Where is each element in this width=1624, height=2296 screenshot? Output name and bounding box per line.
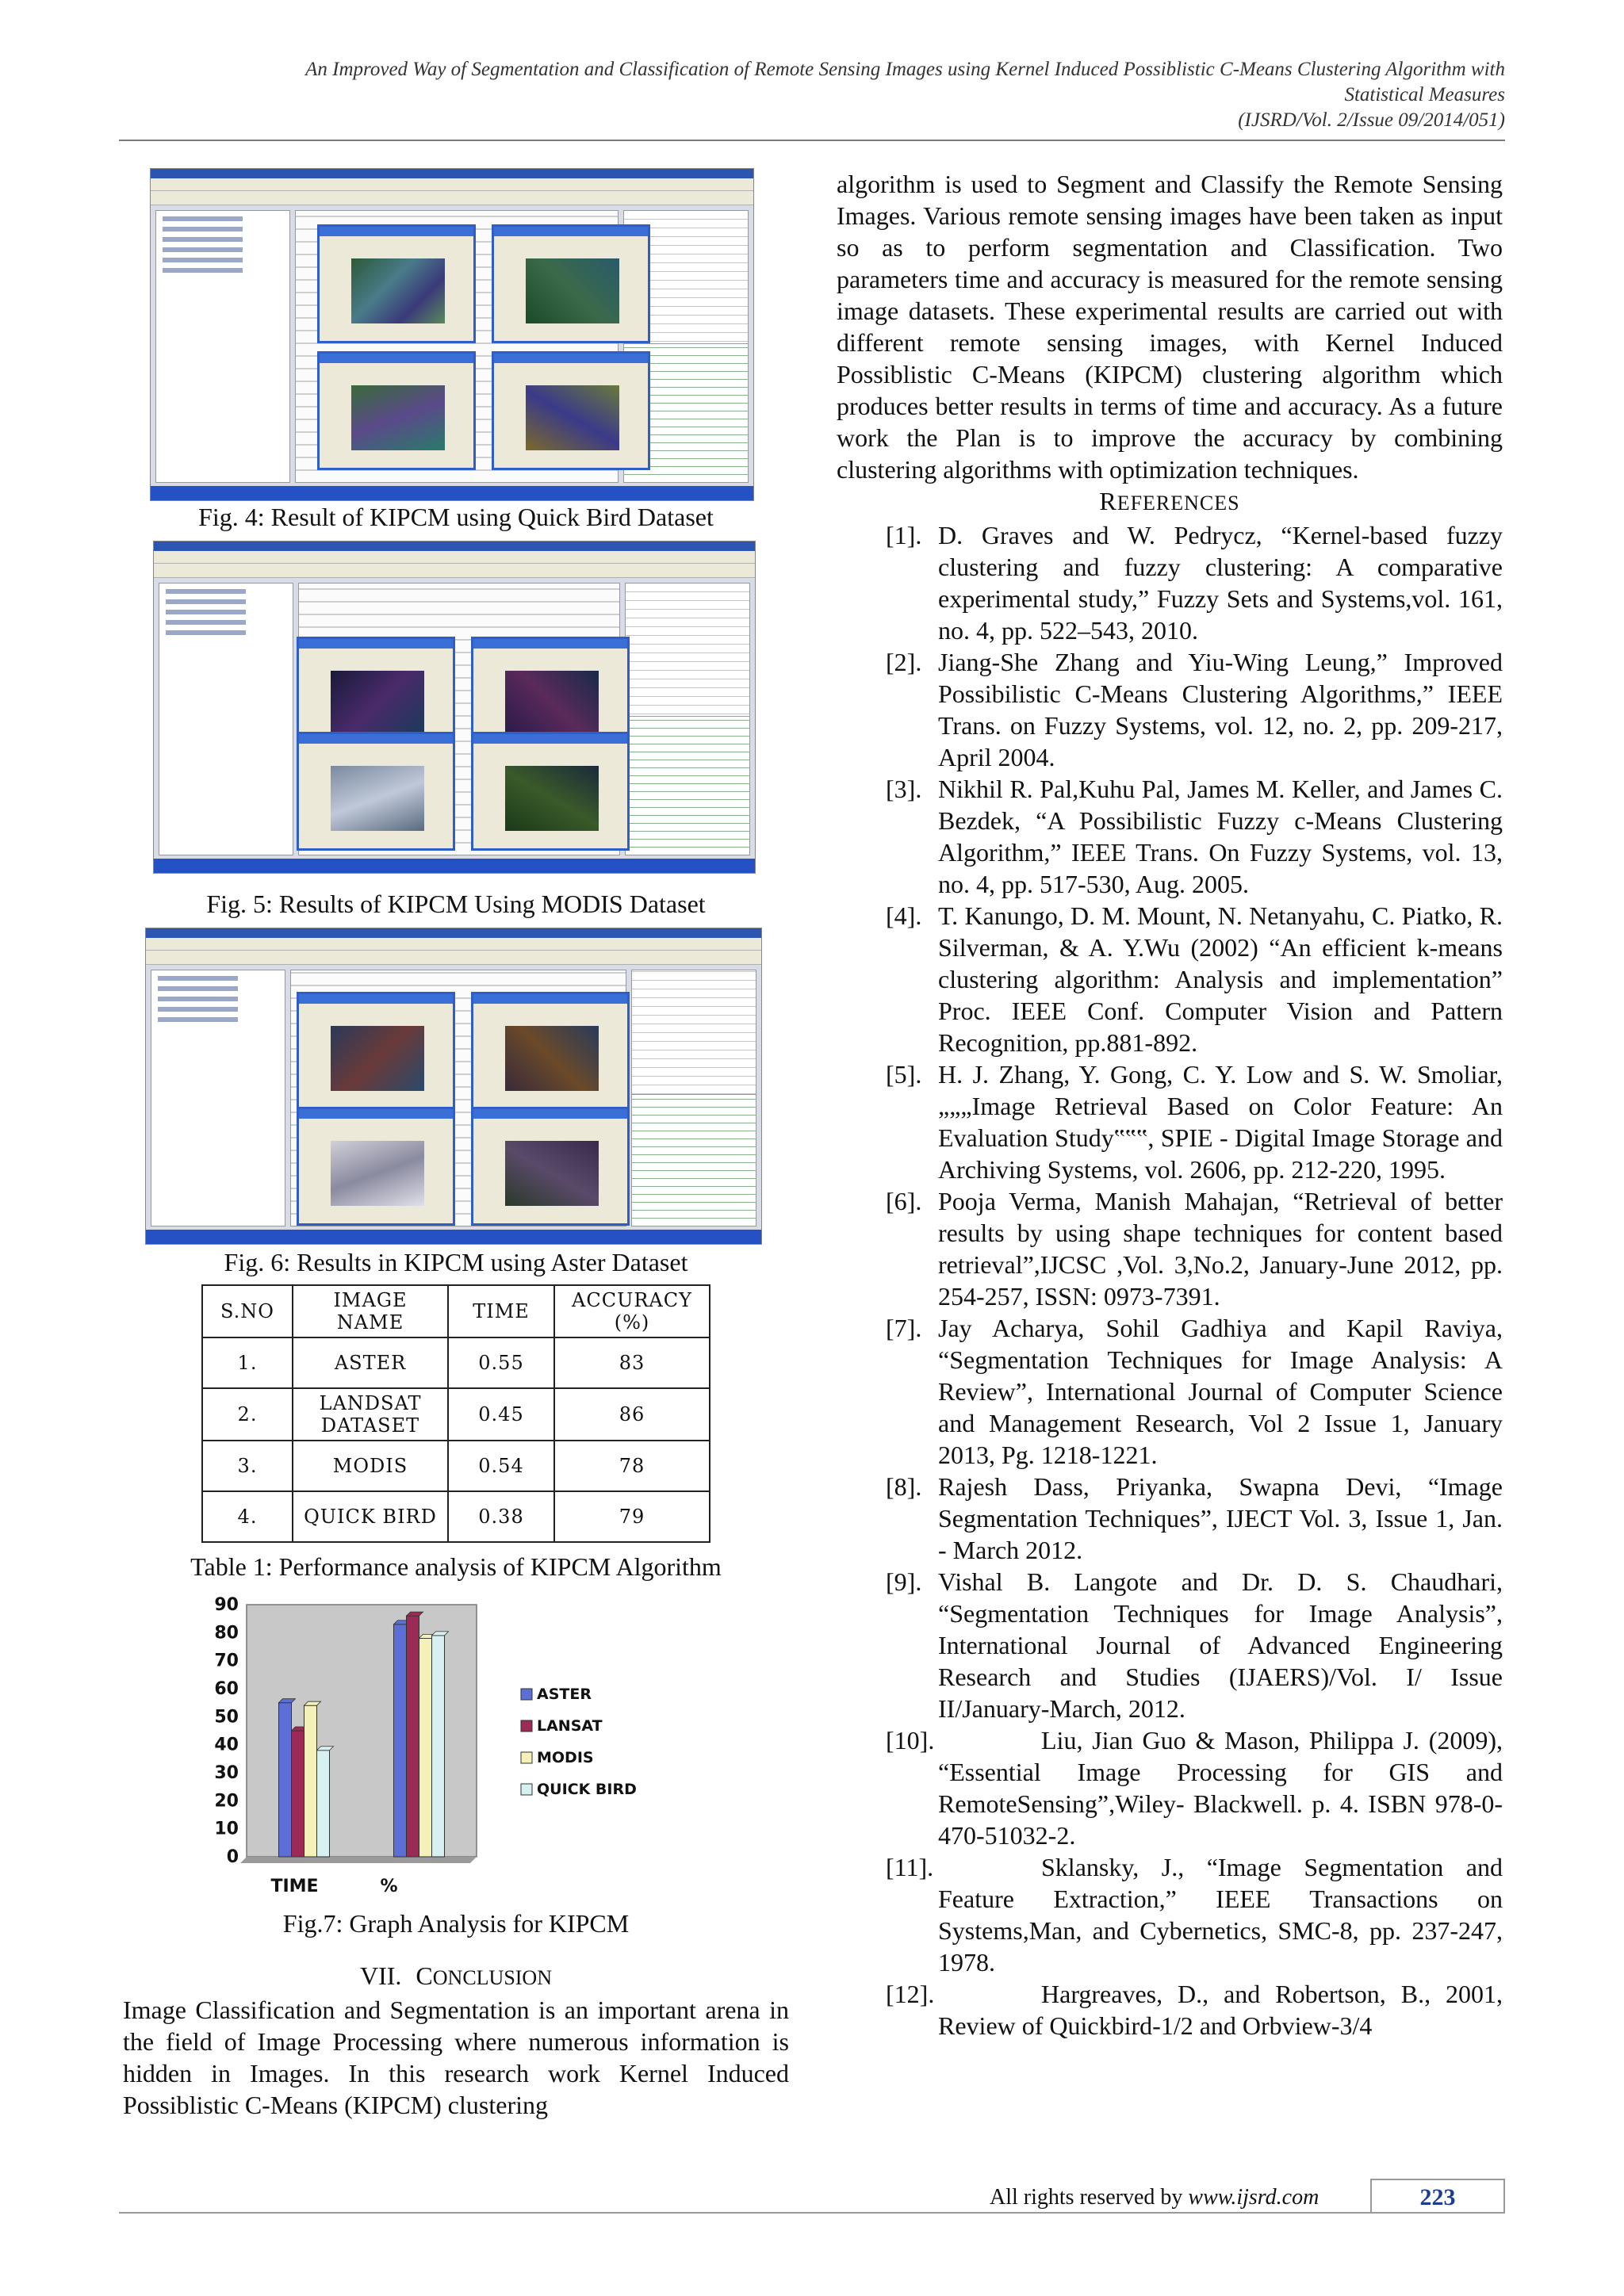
legend-swatch — [521, 1720, 532, 1732]
table-1-caption: Table 1: Performance analysis of KIPCM Algorithm — [190, 1552, 722, 1581]
table-cell: 0.54 — [448, 1441, 554, 1491]
table-cell: 0.38 — [448, 1491, 554, 1542]
conclusion-text-right: algorithm is used to Segment and Classify the Remote Sensing Images. Various remote sensing images have been taken as input so as to perform segmentation and Classification. Two parameters time and accuracy is measured for the remote sensing image datasets. These experimental results are carried out with different remote sensing images, with Kernel Induced Possiblistic C-Means (KIPCM) clustering algorithm which produces better results in terms of time and accuracy. As a future work the Plan is to improve the accuracy by combining clustering algorithms with optimization techniques. — [837, 170, 1503, 484]
header-rule — [119, 140, 1505, 141]
table-cell: 83 — [554, 1337, 710, 1388]
bar-aster — [279, 1703, 292, 1857]
reference-item — [837, 1724, 1503, 1851]
legend-swatch — [521, 1784, 532, 1795]
footer-rights — [990, 2185, 1319, 2210]
reference-item — [837, 1058, 1503, 1185]
reference-item — [837, 900, 1503, 1058]
reference-number: [11]. — [886, 1853, 934, 1881]
plot-floor — [240, 1857, 477, 1863]
y-tick-label: 40 — [214, 1735, 239, 1755]
reference-item — [837, 1566, 1503, 1724]
table-cell: 2. — [202, 1388, 293, 1441]
table-cell: LANDSAT DATASET — [293, 1388, 448, 1441]
table-cell: 4. — [202, 1491, 293, 1542]
references-rest: EFERENCES — [1116, 492, 1240, 515]
reference-number: [4]. — [886, 901, 922, 930]
y-tick-label: 0 — [226, 1847, 239, 1867]
x-tick-label: % — [380, 1877, 398, 1896]
table-cell: 0.55 — [448, 1337, 554, 1388]
table-row — [202, 1441, 710, 1491]
reference-number: [3]. — [886, 775, 922, 803]
reference-text: D. Graves and W. Pedrycz, “Kernel-based fuzzy clustering and fuzzy clustering: A comparative experimental study,” Fuzzy Sets and Systems,vol. 161, no. 4, pp. 522–543, 2010. — [938, 521, 1503, 645]
reference-number: [1]. — [886, 521, 922, 549]
y-tick-label: 60 — [214, 1679, 239, 1699]
reference-text: Jiang-She Zhang and Yiu-Wing Leung,” Improved Possibilistic C-Means Clustering Algorithms,” IEEE Trans. on Fuzzy Systems, vol. 12, no. 2, pp. 209-217, April 2004. — [938, 648, 1503, 771]
reference-item — [837, 1312, 1503, 1471]
reference-text: T. Kanungo, D. M. Mount, N. Netanyahu, C. Piatko, R. Silverman, & A. Y.Wu (2002) “An efficient k-means clustering algorithm: Analysis and implementation” Proc. IEEE Conf. Computer Vision and Pattern Recognition, pp.881-892. — [938, 901, 1503, 1057]
table-cell: 86 — [554, 1388, 710, 1441]
figure-4-caption: Fig. 4: Result of KIPCM using Quick Bird Dataset — [198, 503, 714, 531]
reference-number: [8]. — [886, 1472, 922, 1501]
header-title-line1: An Improved Way of Segmentation and Classification of Remote Sensing Images using Kernel Induced Possiblistic C-Means Clustering Algorithm with — [305, 59, 1505, 80]
table-cell: QUICK BIRD — [293, 1491, 448, 1542]
reference-number: [2]. — [886, 648, 922, 676]
y-tick-label: 70 — [214, 1651, 239, 1671]
figure-6-caption: Fig. 6: Results in KIPCM using Aster Dataset — [224, 1248, 688, 1276]
legend-swatch — [521, 1689, 532, 1700]
footer-rule — [119, 2212, 1505, 2214]
page-number: 223 — [1370, 2179, 1505, 2214]
figure-7-caption: Fig.7: Graph Analysis for KIPCM — [282, 1909, 630, 1938]
bar-quick-bird — [317, 1751, 330, 1857]
table-cell: 0.45 — [448, 1388, 554, 1441]
table-cell: MODIS — [293, 1441, 448, 1491]
y-tick-label: 50 — [214, 1707, 239, 1728]
y-tick-label: 10 — [214, 1819, 239, 1839]
reference-text: Pooja Verma, Manish Mahajan, “Retrieval of better results by using shape techniques for content based retrieval”,IJCSC ,Vol. 3,No.2, January-June 2012, pp. 254-257, ISSN: 0973-7391. — [938, 1187, 1503, 1311]
conclusion-rest: ONCLUSION — [432, 1966, 552, 1989]
figure-6-screenshot — [145, 928, 762, 1245]
references-heading — [837, 485, 1503, 519]
bar-modis — [419, 1638, 432, 1857]
running-header — [127, 57, 1505, 133]
reference-number: [5]. — [886, 1060, 922, 1089]
reference-number: [6]. — [886, 1187, 922, 1215]
header-title-line2: Statistical Measures — [1344, 84, 1505, 105]
reference-item — [837, 1185, 1503, 1312]
figure-7-chart — [194, 1595, 718, 1904]
legend-label: ASTER — [537, 1686, 592, 1703]
table-cell: 3. — [202, 1441, 293, 1491]
reference-text: Vishal B. Langote and Dr. D. S. Chaudhari, “Segmentation Techniques for Image Analysis”, International Journal of Advanced Engineering Research and Studies (IJAERS)/Vol. I/ Issue II/January-March, 2012. — [938, 1567, 1503, 1723]
table-row — [202, 1491, 710, 1542]
figure-5-screenshot — [153, 541, 756, 874]
reference-item — [837, 1978, 1503, 2042]
table-header-cell: S.NO — [202, 1285, 293, 1337]
reference-number: [7]. — [886, 1314, 922, 1342]
page-footer — [990, 2179, 1505, 2214]
table-cell: ASTER — [293, 1337, 448, 1388]
table-row — [202, 1337, 710, 1388]
reference-item — [837, 773, 1503, 900]
reference-item — [837, 1851, 1503, 1978]
footer-site-link[interactable]: www.ijsrd.com — [1188, 2185, 1320, 2210]
y-tick-label: 20 — [214, 1791, 239, 1812]
reference-text: Jay Acharya, Sohil Gadhiya and Kapil Raviya, “Segmentation Techniques for Image Analysis: A Review”, International Journal of Computer Science and Management Research, Vol 2 Issue 1, January 2013, Pg. 1218-1221. — [938, 1314, 1503, 1469]
figure-4-screenshot — [150, 168, 754, 501]
legend-label: QUICK BIRD — [537, 1781, 637, 1798]
legend-label: MODIS — [537, 1749, 594, 1766]
reference-number: [12]. — [886, 1980, 935, 2008]
conclusion-first-letter: C — [416, 1961, 433, 1990]
reference-number: [10]. — [886, 1726, 935, 1755]
conclusion-text-left: Image Classification and Segmentation is an important arena in the field of Image Processing where numerous information is hidden in Images. In this research work Kernel Induced Possiblistic C-Means (KIPCM) clustering — [123, 1996, 789, 2119]
performance-table — [201, 1284, 710, 1543]
footer-rights-text: All rights reserved by — [990, 2185, 1189, 2210]
legend-label: LANSAT — [537, 1717, 603, 1735]
conclusion-heading — [123, 1960, 789, 1994]
table-header-cell: ACCURACY (%) — [554, 1285, 710, 1337]
y-tick-label: 90 — [214, 1595, 239, 1615]
reference-text: Hargreaves, D., and Robertson, B., 2001, Review of Quickbird-1/2 and Orbview-3/4 — [938, 1980, 1503, 2040]
header-citation: (IJSRD/Vol. 2/Issue 09/2014/051) — [1238, 109, 1505, 131]
bar-chart — [194, 1595, 718, 1904]
bar-modis — [304, 1705, 317, 1857]
table-header-row — [202, 1285, 710, 1337]
table-row — [202, 1388, 710, 1441]
x-tick-label: TIME — [270, 1877, 319, 1896]
table-header-cell: IMAGE NAME — [293, 1285, 448, 1337]
references-first-letter: R — [1099, 487, 1117, 515]
right-column — [837, 168, 1503, 2042]
y-tick-label: 80 — [214, 1623, 239, 1644]
reference-text: H. J. Zhang, Y. Gong, C. Y. Low and S. W. Smoliar, „„„Image Retrieval Based on Color Feature: An Evaluation Study‟‟‟, SPIE - Digital Image Storage and Archiving Systems, vol. 2606, pp. 212-220, 1995. — [938, 1060, 1503, 1184]
table-cell: 79 — [554, 1491, 710, 1542]
reference-text: Rajesh Dass, Priyanka, Swapna Devi, “Image Segmentation Techniques”, IJECT Vol. 3, Issue 1, Jan. - March 2012. — [938, 1472, 1503, 1564]
reference-text: Sklansky, J., “Image Segmentation and Feature Extraction,” IEEE Transactions on Systems,Man, and Cybernetics, SMC-8, pp. 237-247, 1978. — [938, 1853, 1503, 1976]
reference-item — [837, 1471, 1503, 1566]
figure-5-caption: Fig. 5: Results of KIPCM Using MODIS Dataset — [206, 890, 706, 918]
table-cell: 78 — [554, 1441, 710, 1491]
left-column — [123, 168, 789, 2121]
reference-number: [9]. — [886, 1567, 922, 1596]
legend-swatch — [521, 1752, 532, 1763]
bar-quick-bird — [432, 1636, 445, 1857]
bar-lansat — [407, 1616, 419, 1857]
reference-item — [837, 646, 1503, 773]
reference-text: Nikhil R. Pal,Kuhu Pal, James M. Keller, and James C. Bezdek, “A Possibilistic Fuzzy c-Means Clustering Algorithm,” IEEE Trans. On Fuzzy Systems, vol. 13, no. 4, pp. 517-530, Aug. 2005. — [938, 775, 1503, 898]
conclusion-number: VII. — [360, 1961, 402, 1990]
reference-list — [837, 519, 1503, 2042]
bar-lansat — [292, 1731, 304, 1857]
reference-text: Liu, Jian Guo & Mason, Philippa J. (2009), “Essential Image Processing for GIS and RemoteSensing”,Wiley- Blackwell. p. 4. ISBN 978-0-470-51032-2. — [938, 1726, 1503, 1850]
reference-item — [837, 519, 1503, 646]
table-header-cell: TIME — [448, 1285, 554, 1337]
bar-aster — [394, 1624, 407, 1857]
table-cell: 1. — [202, 1337, 293, 1388]
y-tick-label: 30 — [214, 1763, 239, 1783]
